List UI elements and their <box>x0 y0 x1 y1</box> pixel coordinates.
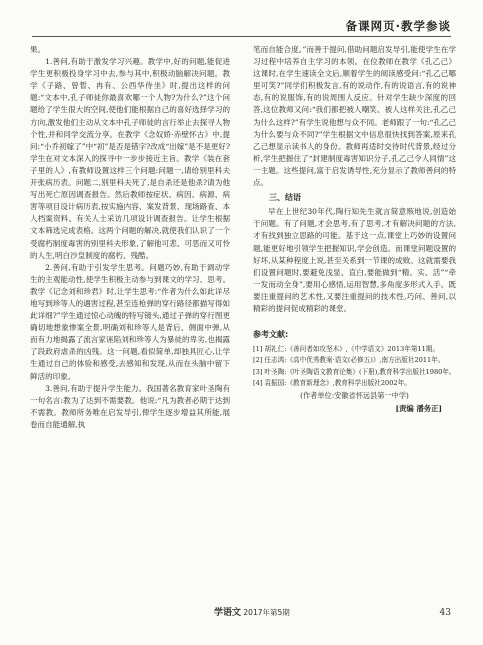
paragraph: 1.善问,有助于激发学习兴趣。教学中,好的问题,能促进学生更积极投身学习中去,参与其中,积极动脑解决问题。教学《子路、曾皙、冉有、公西华侍坐》时,提出这样的问题:“文本中,孔子师徒你最喜欢哪一个人物?为什么?”这个问题给了学生很大的空间,使他们能根据自己的喜好选择学习的方向,激发他们主动从文本中孔子师徒的言行举止去探寻人物个性,并和同学交流分享。在教学《念奴娇·赤壁怀古》中,提问:“小乔初嫁了”中“初”是否是错字?改成“出嫁”是不是更好?学生在对文本深入的探寻中一步步接近主旨。教学《装在套子里的人》,有教师设置这样三个问题:问题一,请给别里科夫开张病历表。问题二,别里科夫死了,是自杀还是他杀?请为他写出死亡原因调查报告。然后教师按症状、病因、病源、病害等项目设计病历表,按实施内容、案发背景、现场路查、本人档案资料、有关人士采访几项设计调查报告。让学生根据文本筛选完成表格。这两个问题的解决,就使我们认识了一个受腐朽制度毒害的别里科夫形象,了解他可悲、可恶而又可怜的人生,明白沙皇制度的腐朽、残酷。 <box>30 57 230 260</box>
left-column <box>30 44 230 431</box>
paragraph: 早在上世纪30年代,陶行知先生就言简意赅地说,创造始于问题。有了问题,才会思考,有了思考,才有解决问题的方法,才有找到独立思路的可能。基于这一点,课堂上巧妙的设置问题,能更好地引领学生把握知识,学会创造。而课堂问题设置的好坏,从某种程度上说,甚至关系到一节课的成败。这就需要我们设置问题时,要避免浅显、直白,要能做到“精、实、活”“牵一发而动全身”,要用心感悟,运用智慧,多角度多形式入手。既要注重提问的艺术性,又要注重提问的技术性,巧问、善问,以精彩的提问促成精彩的课堂。 <box>253 207 456 313</box>
paragraph: 果。 <box>30 45 46 54</box>
page-number: 43 <box>439 608 451 618</box>
reference-item: [4] 袁振国:《教育新理念》,教育科学出版社2002年。 <box>253 378 411 387</box>
paragraph: 2.善问,有助于引发学生思考。问题巧妙,有助于调动学生的主观能动性,使学生积极主动参与到课文的学习、思考。教学《记念刘和珍君》时,让学生思考:“作者为什么如此详尽地写到珍等人的遇害过程,甚至连枪弹的穿行路径都描写得如此详细?”学生通过惊心动魄的特写镜头,通过子弹的穿行图更确切地想象惨案全景,明确刘和珍等人是背后、侧面中弹,从而有力地揭露了流言家诬陷刘和珍等人为暴徒的卑劣,也揭露了段政府虐杀的凶残。这一问题,看似简单,却独具匠心,让学生通过自己的体验和感受,去感知和发现,从而在头脑中留下鲜活的印象。 <box>30 262 230 381</box>
editor-credit: [责编 潘务正] <box>395 403 442 413</box>
issue-label: 2017年第5期 <box>243 608 290 617</box>
paragraph: 3.善问,有助于提升学生能力。我国著名教育家叶圣陶有一句名言:教为了达到不需要教。他说:“凡为教者必期于达到不需教。教师所务唯在启发导引,俾学生逐步增益其所能,展卷而自能通解,执 <box>30 383 230 429</box>
references-heading: 参考文献: <box>253 330 289 340</box>
section-heading: 三、结语 <box>269 193 301 203</box>
header-title: 备课网页·教学参谈 <box>345 19 451 33</box>
journal-name <box>214 607 290 619</box>
page-header <box>32 18 451 37</box>
journal-title: 学语文 <box>214 608 242 618</box>
reference-item: [3] 叶圣陶:《叶圣陶语文教育论集》(下册),教育科学出版社1980年。 <box>253 367 456 376</box>
page-footer <box>32 607 451 619</box>
author-affiliation: (作者单位:安徽省怀远县第一中学) <box>300 390 409 400</box>
reference-item: [1] 胡礼仁:《善问者如攻坚木》,《中学语文》2013年第11期。 <box>253 345 439 354</box>
right-column <box>253 44 456 415</box>
paragraph: 笔而自能合度。”而善于提问,借助问题启发导引,能使学生在学习过程中培养自主学习的本领。在位教师在教学《孔乙己》这课时,在学生速读全文后,顺着学生的阅读感受问:“孔乙己哪里可笑?”同学们积极发言,有的说动作,有的说语言,有的说神态,有的说服饰,有的说周围人反应。针对学生缺少深度的回答,这位教师又问:“我们都把被人嘲笑、被人这样关注,孔乙己为什么这样?”有学生说他想与众不同。老师跟了一句:“孔乙己为什么要与众不同?”学生根据文中信息很快找到答案,原来孔乙己想显示读书人的身份。教师再适时交待时代背景,经过分析,学生把握住了“封建制度毒害知识分子,孔乙己令人同情”这一主题。这些提问,富于启发诱导性,充分显示了教师善问的特点。 <box>253 45 456 188</box>
reference-item: [2] 任志鸿:《高中优秀教案·语文(必修五)》,南方出版社2011年。 <box>253 356 445 365</box>
